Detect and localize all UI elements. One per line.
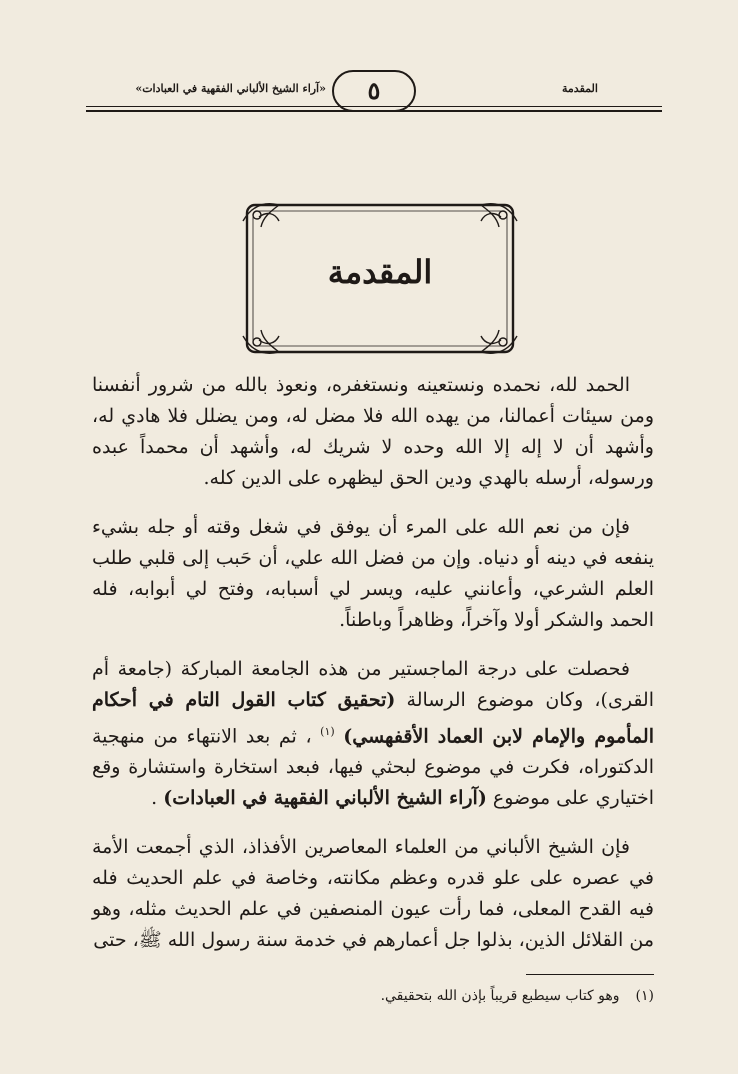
thesis-title-doctorate: (آراء الشيخ الألباني الفقهية في العبادات) [163,787,487,810]
section-title: المقدمة [562,82,598,95]
paragraph-3 [92,654,654,814]
page-header [86,72,662,120]
paragraph-1: الحمد لله، نحمده ونستعينه ونستغفره، ونعوذ بالله من شرور أنفسنا ومن سيئات أعمالنا، من يهده الله فلا مضل له، ومن يضلل فلا هادي له، وأشهد أن لا إله إلا الله وحده لا شريك له، وأشهد أن محمداً عبده ورسوله، أرسله بالهدي ودين الحق ليظهره على الدين كله. [92,374,654,489]
footnote-rule [526,974,654,975]
chapter-title: المقدمة [327,253,433,291]
paragraph-4: فإن الشيخ الألباني من العلماء المعاصرين الأفذاذ، الذي أجمعت الأمة في عصره على علو قدره وعظم مكانته، وخاصة في علم الحديث فله فيه القدح المعلى، فما رأت عيون المنصفين في علم الحديث مثله، وهو من القلائل الذين، بذلوا جل أعمارهم في خدمة سنة رسول الله ﷺ، حتى [92,836,654,952]
page-number: ٥ [367,76,381,105]
footnote-text: وهو كتاب سيطبع قريباً بإذن الله بتحقيقي. [380,988,620,1004]
header-rule [86,106,662,107]
paragraph-3-part-1: فحصلت على درجة الماجستير من هذه الجامعة المباركة (جامعة أم القرى)، وكان موضوع الرسالة [92,658,654,711]
footnote-ref: (١) [320,725,335,738]
footnote [100,986,654,1006]
main-text [92,370,654,974]
footnote-number: (١) [635,988,654,1004]
thesis-title-masters: (تحقيق كتاب القول التام في أحكام المأموم والإمام لابن العماد الأقفهسي) [92,689,654,748]
paragraph-2: فإن من نعم الله على المرء أن يوفق في شغل وقته أو جله بشيء ينفعه في دينه أو دنياه. وإن من فضل الله علي، أن حَبب إلى قلبي طلب العلم الشرعي، وأعانني عليه، ويسر لي أسبابه، وفتح لي أبوابه، فله الحمد والشكر أولا وآخراً، وظاهراً وباطناً. [92,516,655,631]
running-title: «آراء الشيخ الألباني الفقهية في العبادات» [135,82,326,95]
paragraph-3-part-2: ، ثم بعد الانتهاء من منهجية الدكتوراه، فكرت في موضوع لبحثي فيها، فبعد استخارة واستشارة وقع اختياري على موضوع [92,725,654,810]
chapter-title-frame [241,199,519,358]
paragraph-3-part-3: . [151,787,158,810]
header-rule-thick [86,110,662,112]
